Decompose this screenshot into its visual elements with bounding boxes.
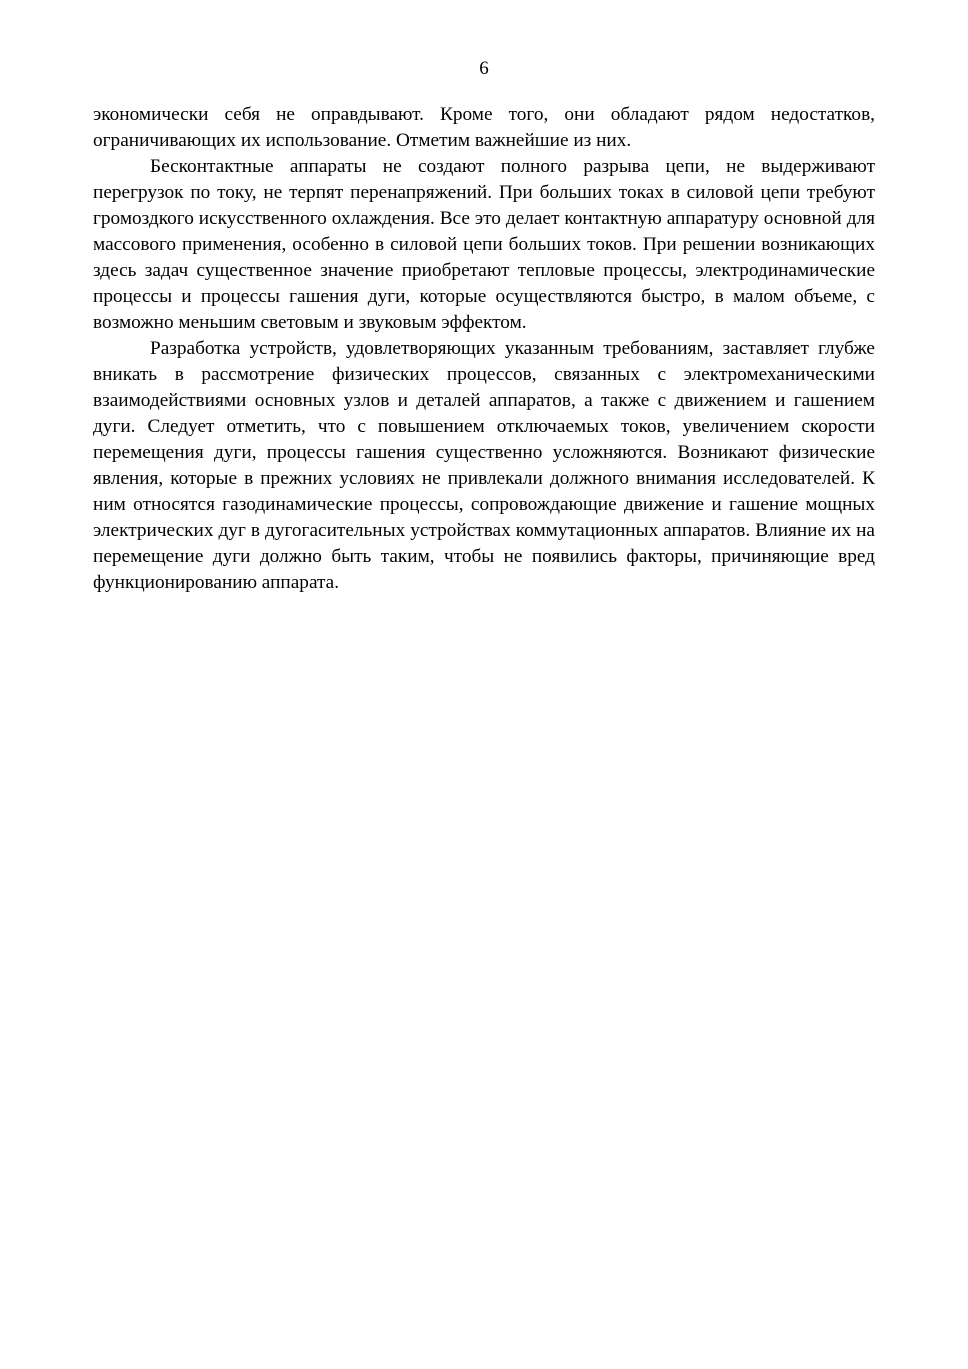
paragraph-device-development: Разработка устройств, удовлетворяющих указанным требованиям, заставляет глубже вникать в рассмотрение физических процессов, связанных с электромеханическими взаимодействиями основных узлов и деталей аппаратов, а также с движением и гашением дуги. Следует отметить, что с повышением отключаемых токов, увеличением скорости перемещения дуги, процессы гашения существенно усложняются. Возникают физические явления, которые в прежних условиях не привлекали должного внимания исследователей. К ним относятся газодинамические процессы, сопровождающие движение и гашение мощных электрических дуг в дугогасительных устройствах коммутационных аппаратов. Влияние их на перемещение дуги должно быть таким, чтобы не появились факторы, причиняющие вред функционированию аппарата. <box>93 338 875 593</box>
page-number: 6 <box>479 58 489 79</box>
paragraph-contactless-devices: Бесконтактные аппараты не создают полного разрыва цепи, не выдерживают перегрузок по току, не терпят перенапряжений. При больших токах в силовой цепи требуют громоздкого искусственного охлаждения. Все это делает контактную аппаратуру основной для массового применения, особенно в силовой цепи больших токов. При решении возникающих здесь задач существенное значение приобретают тепловые процессы, электродинамические процессы и процессы гашения дуги, которые осуществляются быстро, в малом объеме, с возможно меньшим световым и звуковым эффектом. <box>93 156 875 333</box>
body-text <box>93 102 875 596</box>
paragraph-continuation: экономически себя не оправдывают. Кроме того, они обладают рядом недостатков, ограничивающих их использование. Отметим важнейшие из них. <box>93 104 875 151</box>
